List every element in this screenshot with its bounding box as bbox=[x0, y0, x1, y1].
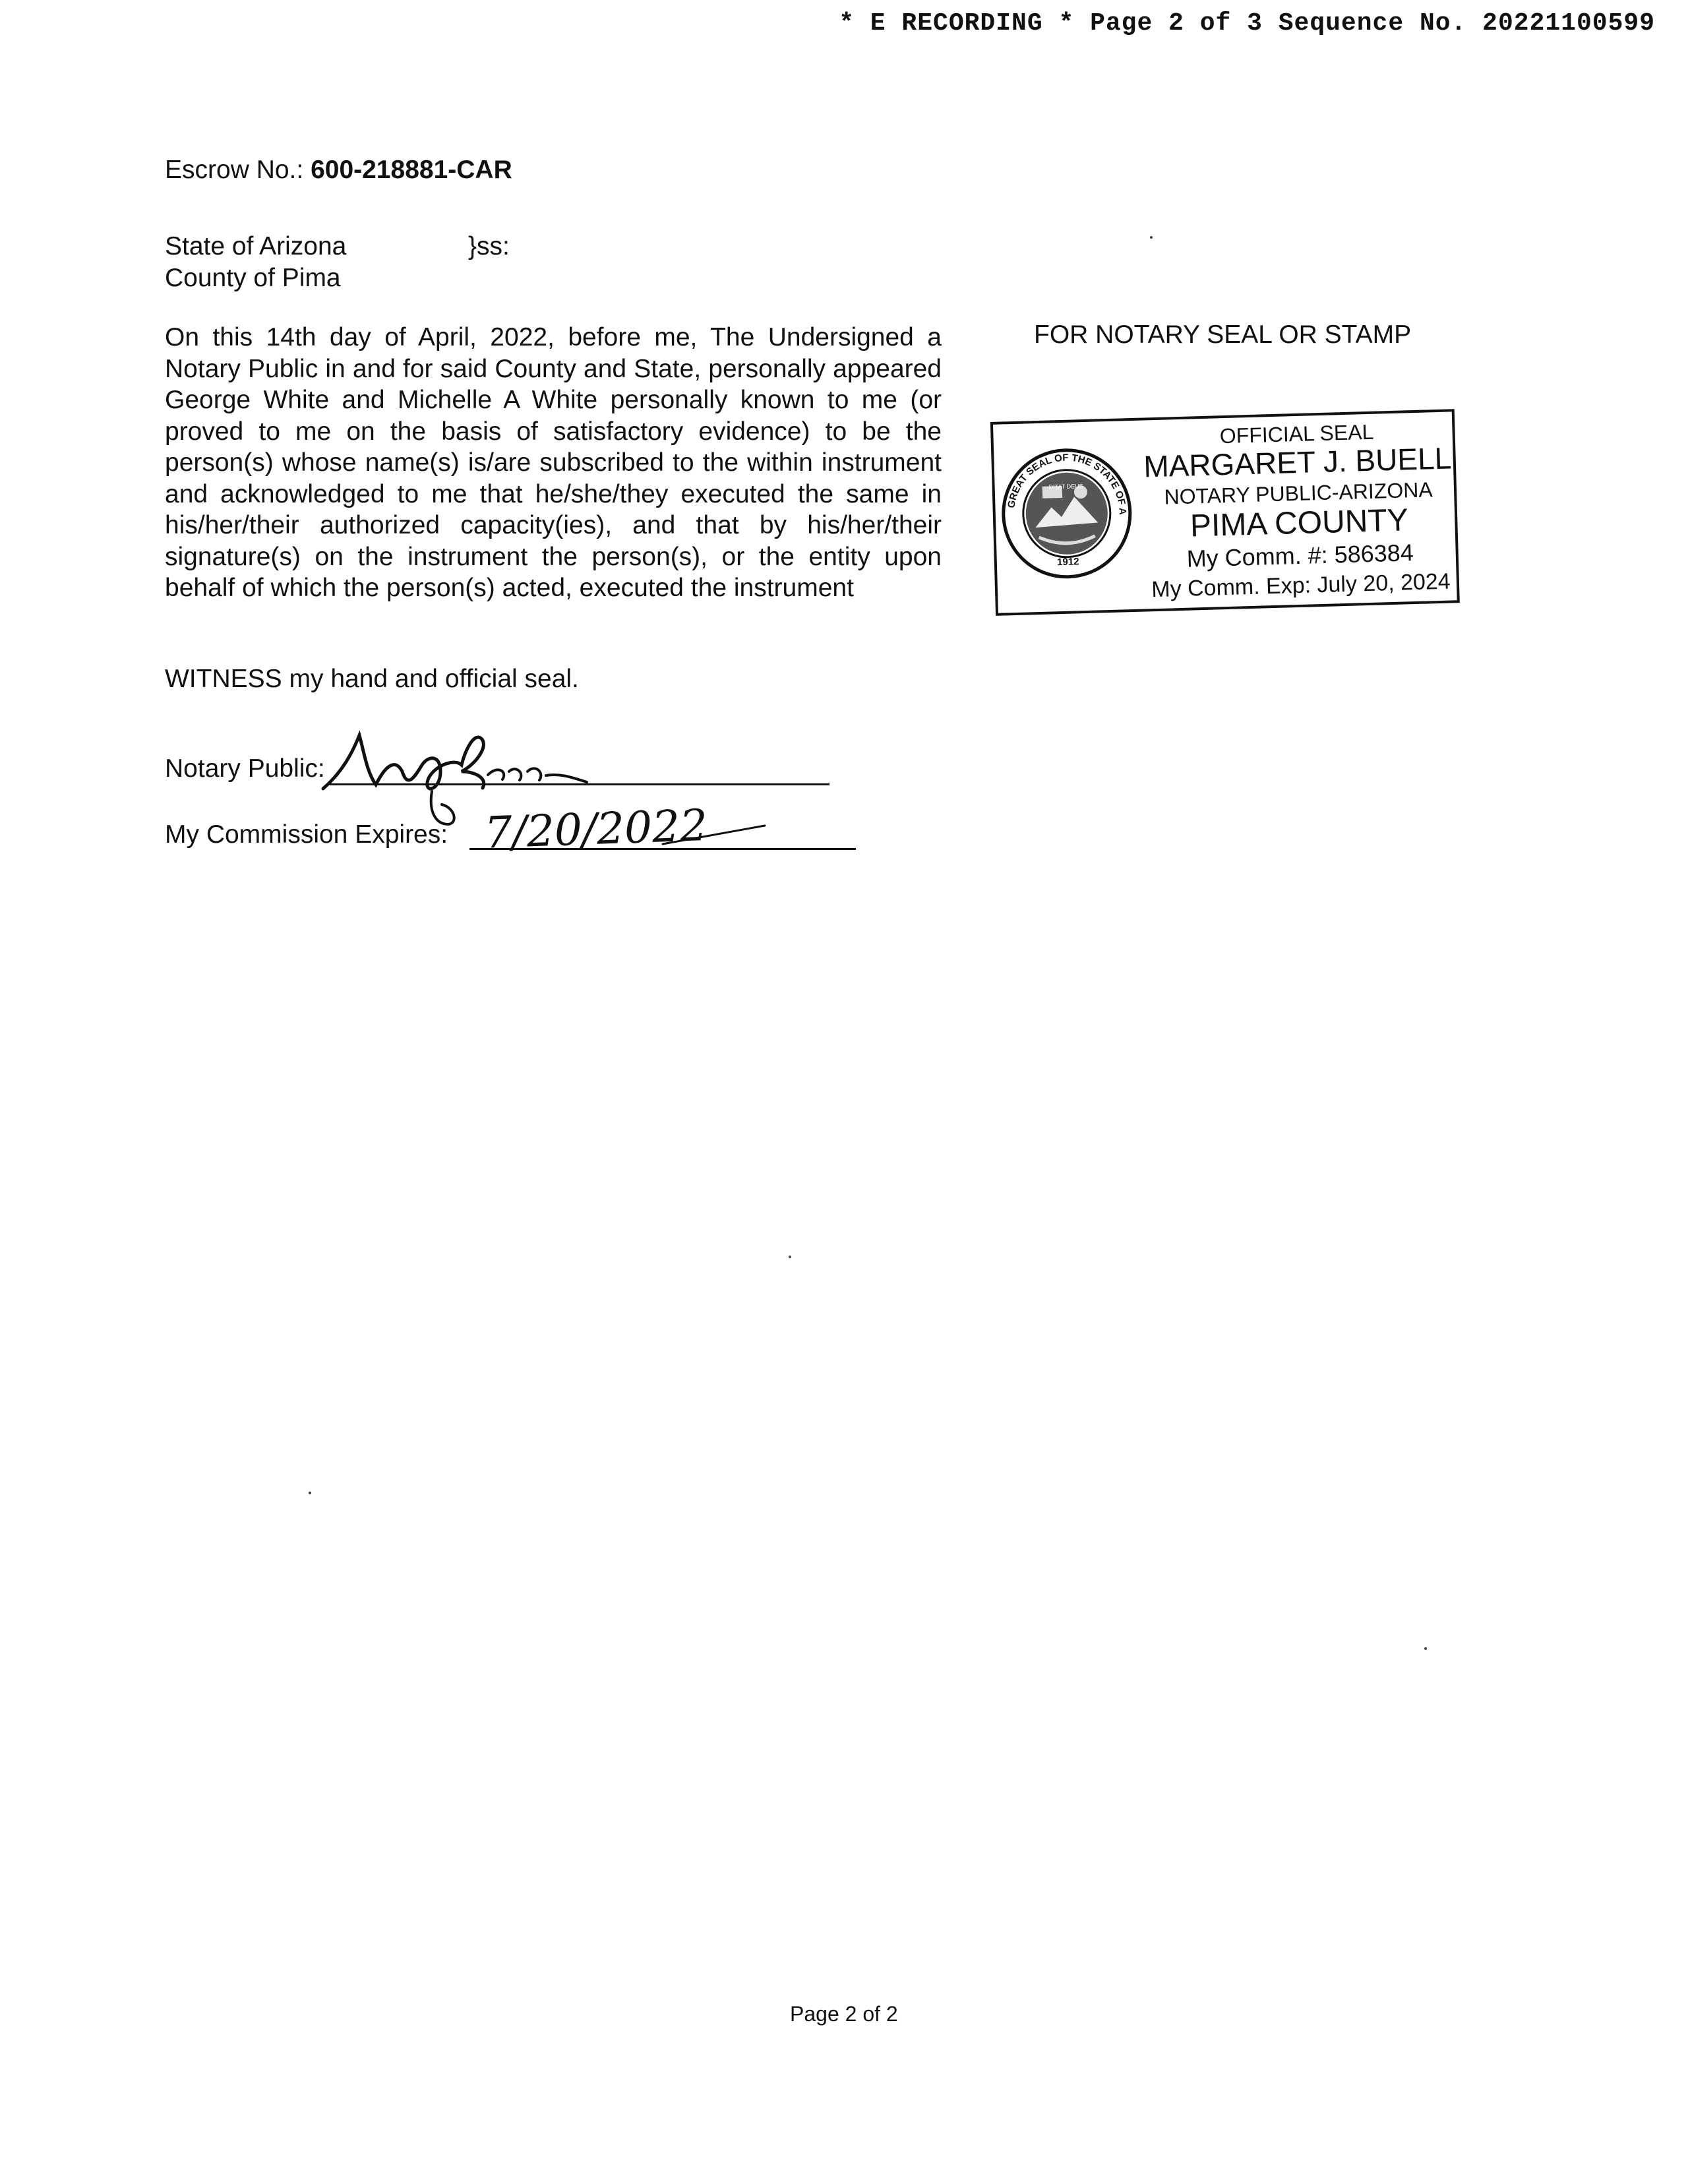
notary-stamp bbox=[989, 404, 1464, 628]
venue-ss: }ss: bbox=[468, 232, 510, 260]
escrow-label: Escrow No.: bbox=[165, 156, 304, 184]
stamp-commission-expiry: My Comm. Exp: July 20, 2024 bbox=[1151, 568, 1451, 603]
arizona-seal-icon bbox=[989, 404, 1131, 579]
commission-expires-line bbox=[469, 848, 856, 850]
stamp-notary-name: MARGARET J. BUELL bbox=[1143, 440, 1452, 484]
stamp-commission-number: My Comm. #: 586384 bbox=[1186, 539, 1414, 572]
seal-ring-text: GREAT SEAL OF THE STATE OF ARIZONA bbox=[1006, 452, 1128, 516]
venue-county: County of Pima bbox=[165, 264, 341, 292]
acknowledgment-paragraph: On this 14th day of April, 2022, before me, The Undersigned a Notary Public in and for said County and State, personally appeared George White and Michelle A White personally known to me (or proved to me on the basis of satisfactory evidence) to be the person(s) whose name(s) is/are subscribed to the within instrument and acknowledged to me that he/she/they executed the same in his/her/their authorized capacity(ies), and that by his/her/their signature(s) on the instrument the person(s), or the entity upon behalf of which the person(s) acted, executed the instrument bbox=[165, 323, 942, 602]
notary-signature-line bbox=[330, 783, 829, 785]
venue-block bbox=[165, 231, 510, 294]
escrow-number-line bbox=[165, 156, 512, 185]
recording-header: * E RECORDING * Page 2 of 3 Sequence No. 20221100599 bbox=[839, 9, 1655, 38]
page-footer: Page 2 of 2 bbox=[790, 2002, 898, 2026]
stamp-official-seal: OFFICIAL SEAL bbox=[1219, 419, 1374, 448]
venue-state: State of Arizona bbox=[165, 232, 347, 260]
seal-motto: DITAT DEUS bbox=[1048, 483, 1083, 491]
notary-public-label: Notary Public: bbox=[165, 754, 325, 783]
scan-speck bbox=[1424, 1647, 1427, 1650]
escrow-number: 600-218881-CAR bbox=[311, 156, 512, 184]
scan-speck bbox=[309, 1492, 311, 1494]
seal-year: 1912 bbox=[1056, 556, 1079, 568]
seal-heading: FOR NOTARY SEAL OR STAMP bbox=[1034, 320, 1412, 349]
handwritten-expiry-text: 7/20/2022 bbox=[483, 799, 709, 859]
stamp-notary-title: NOTARY PUBLIC-ARIZONA bbox=[1164, 477, 1433, 509]
commission-expires-label: My Commission Expires: bbox=[165, 820, 448, 849]
stamp-county: PIMA COUNTY bbox=[1190, 502, 1409, 544]
witness-line: WITNESS my hand and official seal. bbox=[165, 665, 579, 693]
scan-speck bbox=[789, 1256, 791, 1258]
scan-speck bbox=[1150, 236, 1153, 239]
